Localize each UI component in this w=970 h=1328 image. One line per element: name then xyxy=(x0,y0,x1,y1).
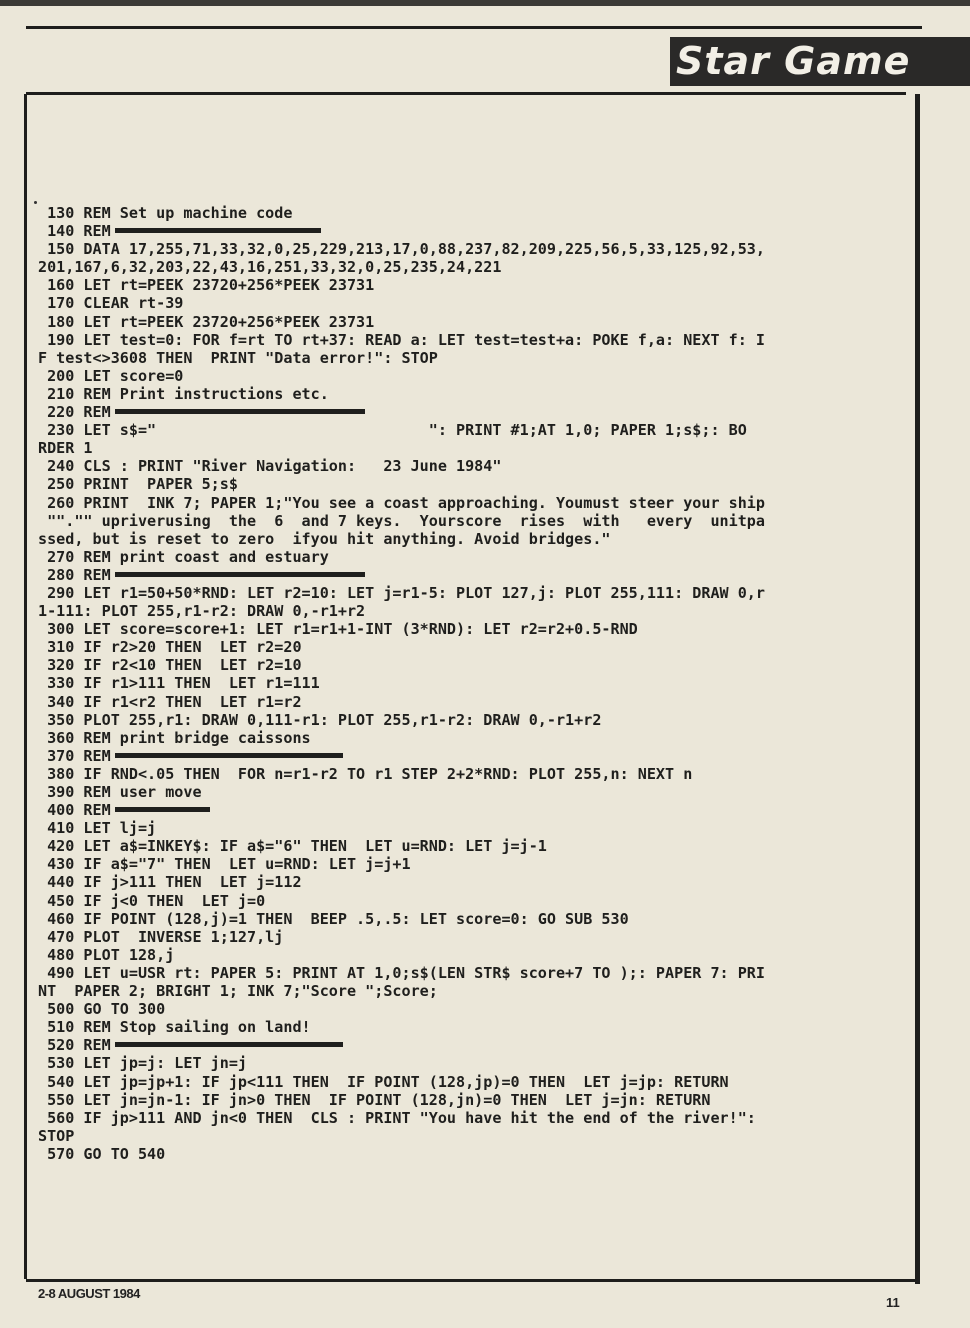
code-line-text: 260 PRINT INK 7; PAPER 1;"You see a coast approaching. Youmust steer your ship xyxy=(38,493,765,512)
code-line-text: NT PAPER 2; BRIGHT 1; INK 7;"Score ";Score; xyxy=(38,982,438,1001)
code-line xyxy=(38,1091,910,1109)
code-line-text: 520 REM xyxy=(38,1036,111,1055)
listing-border-left xyxy=(24,94,27,1279)
code-line xyxy=(38,385,910,403)
code-line-text: 160 LET rt=PEEK 23720+256*PEEK 23731 xyxy=(38,276,375,295)
code-line-text: 320 IF r2<10 THEN LET r2=10 xyxy=(38,656,302,675)
code-line-text: 140 REM xyxy=(38,222,111,241)
code-line xyxy=(38,276,910,294)
code-line xyxy=(38,765,910,783)
code-line xyxy=(38,964,910,982)
code-line-text: ""."" upriverusing the 6 and 7 keys. Yourscore rises with every unitpa xyxy=(38,511,765,530)
code-line-text: 360 REM print bridge caissons xyxy=(38,728,311,747)
code-line-text: 130 REM Set up machine code xyxy=(38,204,293,222)
code-line-text: 420 LET a$=INKEY$: IF a$="6" THEN LET u=RND: LET j=j-1 xyxy=(38,837,547,856)
code-line xyxy=(38,1018,910,1036)
code-line-text: 280 REM xyxy=(38,565,111,584)
bottom-rule xyxy=(26,1279,918,1282)
code-line xyxy=(38,982,910,1000)
code-line xyxy=(38,910,910,928)
program-listing xyxy=(38,204,910,1163)
code-line-text: 1-111: PLOT 255,r1-r2: DRAW 0,-r1+r2 xyxy=(38,602,366,621)
code-line xyxy=(38,421,910,439)
code-line xyxy=(38,674,910,692)
rem-separator-bar xyxy=(115,572,365,577)
page-top-edge xyxy=(0,0,970,6)
code-line xyxy=(38,1073,910,1091)
code-line-text: 490 LET u=USR rt: PAPER 5: PRINT AT 1,0;s$(LEN STR$ score+7 TO );: PAPER 7: PRI xyxy=(38,963,765,982)
code-line-text: 330 IF r1>111 THEN LET r1=111 xyxy=(38,674,320,693)
code-line-text: 390 REM user move xyxy=(38,783,202,801)
code-line xyxy=(38,530,910,548)
code-line xyxy=(38,837,910,855)
code-line xyxy=(38,747,910,765)
code-line xyxy=(38,566,910,584)
code-line-text: 290 LET r1=50+50*RND: LET r2=10: LET j=r1-5: PLOT 127,j: PLOT 255,111: DRAW 0,r xyxy=(38,583,765,602)
code-line xyxy=(38,313,910,331)
code-line-text: 340 IF r1<r2 THEN LET r1=r2 xyxy=(38,692,302,711)
code-line-text: 370 REM xyxy=(38,746,111,765)
code-line-text: 550 LET jn=jn-1: IF jn>0 THEN IF POINT (128,jn)=0 THEN LET j=jn: RETURN xyxy=(38,1090,711,1109)
code-line xyxy=(38,403,910,421)
code-line xyxy=(38,1127,910,1145)
code-line-text: 570 GO TO 540 xyxy=(38,1144,166,1163)
code-line-text: 510 REM Stop sailing on land! xyxy=(38,1018,311,1037)
code-line-text: 460 IF POINT (128,j)=1 THEN BEEP .5,.5: LET score=0: GO SUB 530 xyxy=(38,909,629,928)
code-line-text: RDER 1 xyxy=(38,439,93,458)
code-line xyxy=(38,819,910,837)
code-line-text: 180 LET rt=PEEK 23720+256*PEEK 23731 xyxy=(38,312,375,331)
code-line xyxy=(38,693,910,711)
code-line xyxy=(38,475,910,493)
code-line xyxy=(38,892,910,910)
rem-separator-bar xyxy=(115,1042,343,1047)
code-line xyxy=(38,783,910,801)
code-line xyxy=(38,801,910,819)
code-line-text: 200 LET score=0 xyxy=(38,366,184,385)
code-line-text: 250 PRINT PAPER 5;s$ xyxy=(38,475,238,494)
code-line-text: 350 PLOT 255,r1: DRAW 0,111-r1: PLOT 255,r1-r2: DRAW 0,-r1+r2 xyxy=(38,710,602,729)
code-line xyxy=(38,729,910,747)
code-line xyxy=(38,855,910,873)
code-line-text: 201,167,6,32,203,22,43,16,251,33,32,0,25,235,24,221 xyxy=(38,258,502,277)
code-line-text: 530 LET jp=j: LET jn=j xyxy=(38,1054,248,1073)
code-line xyxy=(38,620,910,638)
code-line-text: 170 CLEAR rt-39 xyxy=(38,294,184,313)
code-line xyxy=(38,258,910,276)
code-line-text: 310 IF r2>20 THEN LET r2=20 xyxy=(38,638,302,657)
code-line xyxy=(38,1036,910,1054)
code-line-text: 430 IF a$="7" THEN LET u=RND: LET j=j+1 xyxy=(38,855,411,874)
rem-separator-bar xyxy=(115,409,365,414)
code-line-text: 380 IF RND<.05 THEN FOR n=r1-r2 TO r1 STEP 2+2*RND: PLOT 255,n: NEXT n xyxy=(38,764,693,783)
code-line xyxy=(38,457,910,475)
code-line xyxy=(38,439,910,457)
code-line-text: 220 REM xyxy=(38,403,111,422)
code-line xyxy=(38,602,910,620)
rem-separator-bar xyxy=(115,753,343,758)
code-line xyxy=(38,204,910,222)
code-line xyxy=(38,548,910,566)
code-line xyxy=(38,711,910,729)
code-line-text: 240 CLS : PRINT "River Navigation: 23 June 1984" xyxy=(38,457,502,476)
code-line-text: 410 LET lj=j xyxy=(38,819,157,838)
code-line-text: 500 GO TO 300 xyxy=(38,1000,166,1019)
code-line xyxy=(38,294,910,312)
code-line xyxy=(38,638,910,656)
code-line-text: 440 IF j>111 THEN LET j=112 xyxy=(38,873,302,892)
code-line xyxy=(38,349,910,367)
code-line-text: 450 IF j<0 THEN LET j=0 xyxy=(38,891,266,910)
code-line xyxy=(38,656,910,674)
code-line-text: 190 LET test=0: FOR f=rt TO rt+37: READ a: LET test=test+a: POKE f,a: NEXT f: I xyxy=(38,330,765,349)
rem-separator-bar xyxy=(115,807,210,812)
code-line xyxy=(38,331,910,349)
code-line-text: 300 LET score=score+1: LET r1=r1+1-INT (3*RND): LET r2=r2+0.5-RND xyxy=(38,620,638,639)
print-speck xyxy=(34,201,37,204)
issue-date: 2-8 AUGUST 1984 xyxy=(38,1286,140,1301)
code-line xyxy=(38,1145,910,1163)
code-line-text: STOP xyxy=(38,1126,75,1145)
top-rule xyxy=(26,26,922,29)
code-line xyxy=(38,1000,910,1018)
code-line-text: F test<>3608 THEN PRINT "Data error!": STOP xyxy=(38,348,438,367)
code-line-text: 540 LET jp=jp+1: IF jp<111 THEN IF POINT (128,jp)=0 THEN LET j=jp: RETURN xyxy=(38,1072,729,1091)
code-line xyxy=(38,222,910,240)
code-line xyxy=(38,584,910,602)
code-line xyxy=(38,1109,910,1127)
code-line-text: 210 REM Print instructions etc. xyxy=(38,384,329,403)
rem-separator-bar xyxy=(115,228,321,233)
code-line xyxy=(38,946,910,964)
code-line xyxy=(38,873,910,891)
code-line-text: 400 REM xyxy=(38,801,111,820)
code-line-text: 230 LET s$=" ": PRINT #1;AT 1,0; PAPER 1;s$;: BO xyxy=(38,421,747,440)
code-line xyxy=(38,512,910,530)
code-line-text: 270 REM print coast and estuary xyxy=(38,547,329,566)
header-rule xyxy=(26,92,906,95)
code-line xyxy=(38,928,910,946)
code-line-text: 150 DATA 17,255,71,33,32,0,25,229,213,17,0,88,237,82,209,225,56,5,33,125,92,53, xyxy=(38,240,765,259)
code-line xyxy=(38,240,910,258)
section-title: Star Game xyxy=(670,37,970,86)
code-line-text: 470 PLOT INVERSE 1;127,lj xyxy=(38,927,284,946)
listing-border-right xyxy=(915,94,920,1284)
code-line-text: 560 IF jp>111 AND jn<0 THEN CLS : PRINT "You have hit the end of the river!": xyxy=(38,1108,756,1127)
code-line xyxy=(38,367,910,385)
page-number: 11 xyxy=(886,1295,900,1310)
code-line xyxy=(38,494,910,512)
code-line xyxy=(38,1054,910,1072)
code-line-text: 480 PLOT 128,j xyxy=(38,945,175,964)
code-line-text: ssed, but is reset to zero ifyou hit anything. Avoid bridges." xyxy=(38,529,611,548)
